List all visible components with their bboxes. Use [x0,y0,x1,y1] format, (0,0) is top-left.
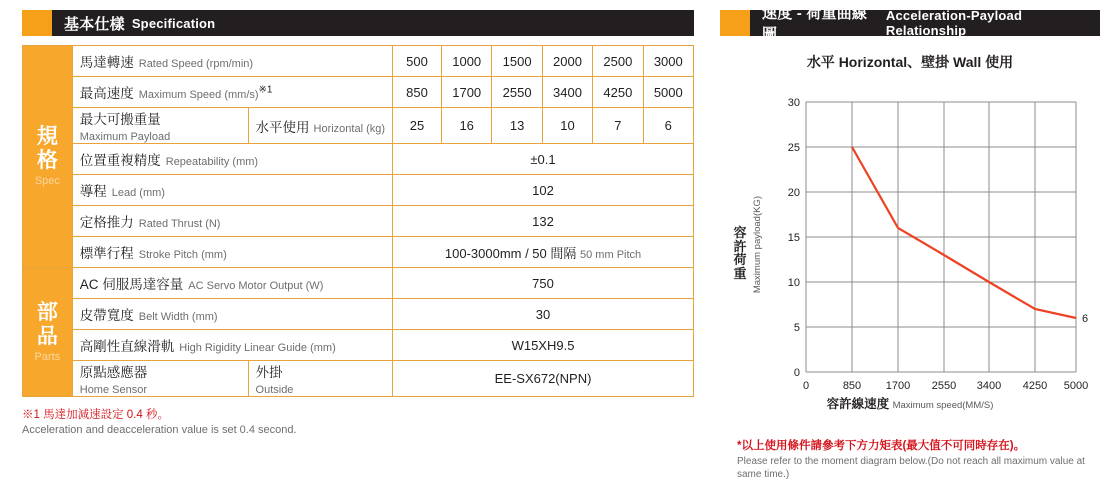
cell-value: 3000 [643,46,693,77]
table-row [23,206,694,237]
cell-value: 750 [393,268,694,299]
table-row [23,175,694,206]
svg-text:25: 25 [787,142,800,154]
cell-value: 3400 [542,77,592,108]
cell-value: 2550 [492,77,542,108]
cell-value: 7 [593,108,643,144]
table-row [23,237,694,268]
chart-header [720,5,1100,43]
table-row [23,108,694,144]
x-axis-label: 容許線速度 Maximum speed(MM/S) [826,397,994,411]
cell-value: 2500 [593,46,643,77]
svg-text:10: 10 [787,277,800,289]
svg-text:5: 5 [793,322,800,334]
cell-value: 5000 [643,77,693,108]
header-title-en: Specification [131,15,216,31]
group-label-en: Spec [34,175,60,188]
row-sublabel-horizontal: 水平使用 Horizontal (kg) [248,108,393,144]
svg-text:4250: 4250 [1022,380,1048,392]
table-row [23,330,694,361]
row-label-max-speed: 最高速度 Maximum Speed $(mm/s)^{※1}$ [72,77,392,108]
table-row [23,361,694,397]
cell-value: 4250 [593,77,643,108]
chart-header-title-cn: 速度 - 荷重曲線圖 [762,5,868,43]
header-title-cn: 基本仕樣 [64,15,125,33]
cell-value: 102 [393,175,694,206]
cell-value: 1500 [492,46,542,77]
header-bar [750,5,1100,43]
group-label-en: Parts [34,350,61,363]
payload-curve [852,147,1076,318]
chart-title: 水平 Horizontal、壁掛 Wall 使用 [806,54,1014,70]
row-sublabel-outside: 外掛 Outside [248,361,393,397]
group-label-cn: 部品 [36,300,58,348]
chart-panel [720,5,1100,421]
cell-value: 1700 [442,77,492,108]
svg-text:2550: 2550 [931,380,957,392]
table-row [23,46,694,77]
payload-speed-plot [764,82,1094,392]
endpoint-label: 6 [1082,313,1089,325]
chart-area [720,76,1100,421]
y-axis-label-en: Maximum payload(KG) [752,196,763,294]
cell-value: 132 [393,206,694,237]
footnote-warning-cn: *以上使用條件請參考下方力矩表(最大值不可同時存在)。 [737,440,1026,452]
row-label-rated-thrust: 定格推力 Rated Thrust (N) [72,206,392,237]
row-label-repeatability: 位置重複精度 Repeatability (mm) [72,144,392,175]
cell-value: 100-3000mm / 50 間隔 50 mm Pitch [393,237,694,268]
cell-value: 16 [442,108,492,144]
header-accent-tab [720,10,750,36]
header-bar [52,10,694,36]
cell-value: ±0.1 [393,144,694,175]
svg-text:850: 850 [842,380,862,392]
table-row [23,144,694,175]
chart-header-title-en: Acceleration-Payload Relationship [885,8,1023,38]
svg-text:0: 0 [802,380,810,392]
y-axis-label-cn: 容許荷重 [733,225,747,281]
cell-value: 2000 [542,46,592,77]
svg-text:3400: 3400 [976,380,1002,392]
cell-value: W15XH9.5 [393,330,694,361]
svg-text:15: 15 [787,232,800,244]
svg-text:20: 20 [787,187,800,199]
group-cell-spec [23,46,73,268]
header-accent-tab [22,10,52,36]
row-label-belt-width: 皮帶寬度 Belt Width (mm) [72,299,392,330]
svg-text:30: 30 [787,97,800,109]
cell-value: 10 [542,108,592,144]
cell-value: EE-SX672(NPN) [393,361,694,397]
table-row [23,299,694,330]
table-row [23,268,694,299]
cell-value: 30 [393,299,694,330]
svg-text:5000: 5000 [1063,380,1089,392]
svg-text:0: 0 [793,367,800,379]
row-label-rated-speed: 馬達轉速 Rated Speed (rpm/min) [72,46,392,77]
specification-table [22,45,694,397]
cell-value: 1000 [442,46,492,77]
row-label-home-sensor: 原點感應器 Home Sensor [72,361,248,397]
cell-value: 850 [393,77,442,108]
cell-value: 13 [492,108,542,144]
specification-header [22,10,694,36]
cell-value: 25 [393,108,442,144]
row-label-lead: 導程 Lead (mm) [72,175,392,206]
row-label-stroke-pitch: 標準行程 Stroke Pitch (mm) [72,237,392,268]
group-label-cn: 規格 [36,125,58,173]
group-cell-parts [23,268,73,397]
cell-value: 500 [393,46,442,77]
specification-panel [22,10,694,436]
chart-footnote [737,437,1112,481]
row-label-servo-output: AC 伺服馬達容量 AC Servo Motor Output (W) [72,268,392,299]
svg-text:1700: 1700 [885,380,911,392]
footnote-cn: ※1 馬達加減速設定 0.4 秒。 [22,409,169,421]
cell-value: 6 [643,108,693,144]
row-label-max-payload: 最大可搬重量 Maximum Payload [72,108,248,144]
row-label-linear-guide: 高剛性直線滑軌 High Rigidity Linear Guide (mm) [72,330,392,361]
table-row [23,77,694,108]
footnote-warning-en: Please refer to the moment diagram below.(Do not reach all maximum value at same time.) [737,456,1085,480]
footnote-en: Acceleration and deacceleration value is set 0.4 second. [22,424,297,436]
